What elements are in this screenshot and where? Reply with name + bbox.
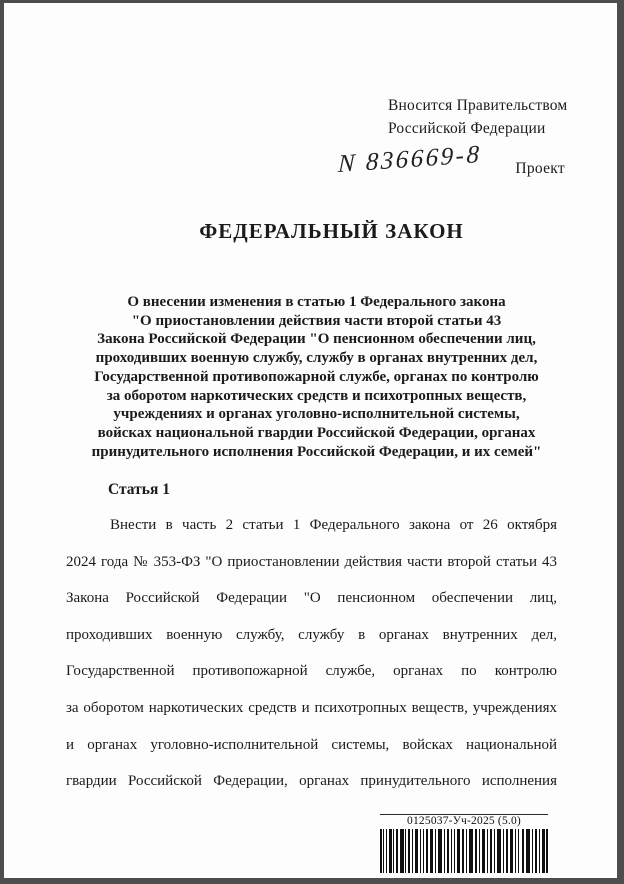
subtitle-line: Закона Российской Федерации "О пенсионном обеспечении лиц, <box>97 331 536 348</box>
law-subtitle <box>28 293 605 461</box>
law-title: ФЕДЕРАЛЬНЫЙ ЗАКОН <box>199 219 464 243</box>
submitted-by-block <box>388 95 567 140</box>
subtitle-line: принудительного исполнения Российской Федерации, и их семей" <box>91 443 542 460</box>
paragraph-line: Государственной противопожарной службе, органах по контролю <box>66 663 557 680</box>
barcode <box>380 829 548 873</box>
submitted-by-line: Российской Федерации <box>388 119 546 137</box>
submitted-by-line: Вносится Правительством <box>388 97 568 114</box>
subtitle-line: проходивших военную службу, службу в органах внутренних дел, <box>95 350 538 367</box>
paragraph-line: за оборотом наркотических средств и психотропных веществ, учреждениях <box>66 699 557 716</box>
article-paragraph <box>66 515 557 808</box>
paragraph-line: и органах уголовно-исполнительной системы, войсках национальной <box>66 736 557 753</box>
barcode-block <box>380 814 548 873</box>
subtitle-line: Государственной противопожарной службе, органах по контролю <box>94 368 539 385</box>
paragraph-line: Закона Российской Федерации "О пенсионном обеспечении лиц, <box>66 590 557 607</box>
subtitle-line: войсках национальной гвардии Российской Федерации, органах <box>97 424 536 441</box>
paragraph-line: гвардии Российской Федерации, органах принудительного исполнения <box>66 773 557 790</box>
article-heading: Статья 1 <box>108 481 170 498</box>
paragraph-line: 2024 года № 353-ФЗ "О приостановлении действия части второй статьи 43 <box>66 553 557 570</box>
subtitle-line: за оборотом наркотических средств и психотропных веществ, <box>106 387 527 404</box>
subtitle-line: "О приостановлении действия части второй статьи 43 <box>131 312 502 329</box>
paragraph-line: проходивших военную службу, службу в органах внутренних дел, <box>66 626 557 643</box>
subtitle-line: О внесении изменения в статью 1 Федерального закона <box>127 294 506 310</box>
barcode-label: 0125037-Уч-2025 (5.0) <box>407 815 521 827</box>
draft-label: Проект <box>515 160 565 177</box>
subtitle-line: учреждениях и органах уголовно-исполнительной системы, <box>113 406 520 423</box>
paragraph-line: Внести в часть 2 статьи 1 Федерального закона от 26 октября <box>110 517 557 533</box>
handwritten-registration-number: N 836669-8 <box>337 140 482 179</box>
document-page <box>4 3 617 878</box>
